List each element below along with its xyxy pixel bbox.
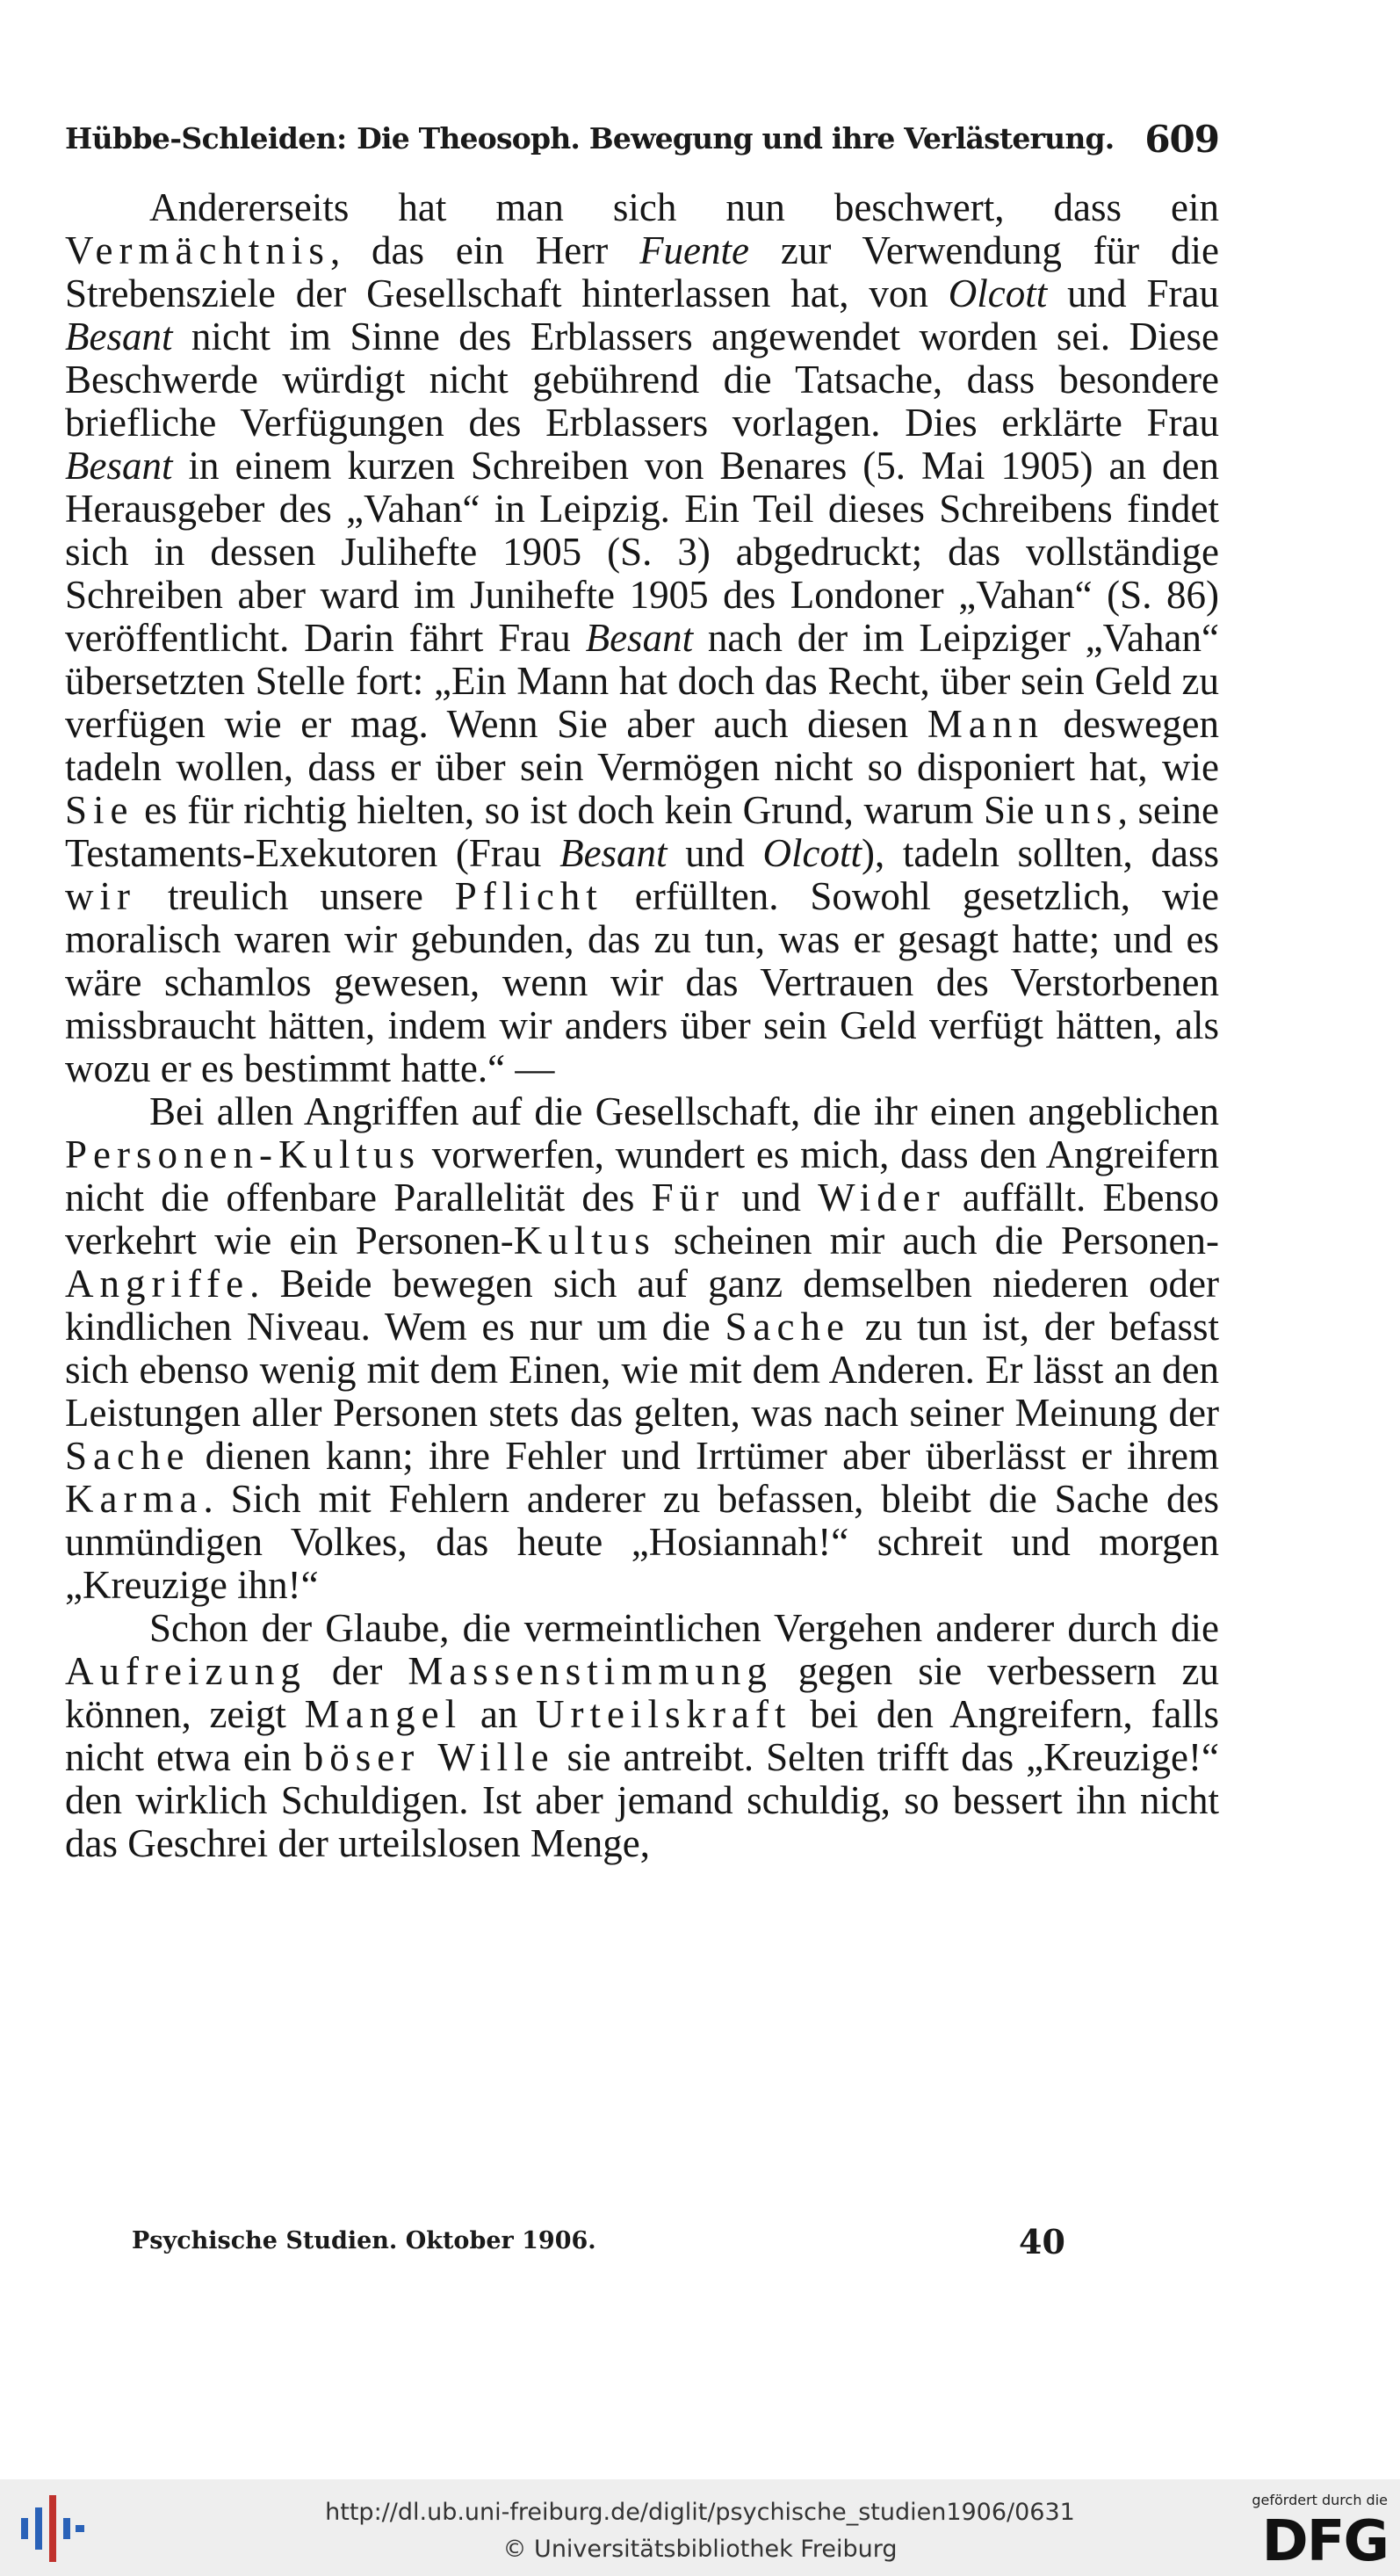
spaced-emphasis: uns xyxy=(1044,788,1118,832)
spaced-emphasis: Sache xyxy=(725,1305,850,1349)
spaced-emphasis: Vermächtnis xyxy=(65,228,330,272)
spaced-emphasis: Personen-Kultus xyxy=(65,1132,421,1176)
spaced-emphasis: Mann xyxy=(927,702,1044,746)
spaced-emphasis: Mangel xyxy=(304,1692,463,1736)
text-run: und xyxy=(725,1176,819,1219)
footer-url[interactable]: http://dl.ub.uni-freiburg.de/diglit/psychische_studien1906/0631 xyxy=(325,2499,1075,2526)
spaced-emphasis: böser Wille xyxy=(303,1735,555,1779)
spaced-emphasis: Massenstimmung xyxy=(408,1649,773,1693)
text-run: dienen kann; ihre Fehler und Irrtümer aber überlässt er ihrem xyxy=(190,1434,1219,1478)
text-run: deswegen tadeln wollen, dass er über sein Vermögen nicht so disponiert hat, wie xyxy=(65,702,1219,789)
text-run: . Beide bewegen sich auf ganz demselben niederen oder kindlichen Niveau. Wem es nur um die xyxy=(65,1262,1219,1349)
text-run: gegen sie verbessern zu können, zeigt xyxy=(65,1649,1219,1736)
spaced-emphasis: Wider xyxy=(818,1176,946,1219)
italic-name: Fuente xyxy=(639,228,749,272)
spaced-emphasis: Sache xyxy=(65,1434,191,1478)
paragraph xyxy=(65,1090,1219,1607)
body-text xyxy=(65,186,1219,1865)
text-run: treulich unsere xyxy=(136,874,455,918)
text-run: Schon der Glaube, die vermeintlichen Vergehen anderer durch die xyxy=(149,1606,1219,1650)
text-run: , das ein Herr xyxy=(329,228,640,272)
text-run: vorwerfen, wundert es mich, dass den Angreifern nicht die offenbare Parallelität des xyxy=(65,1132,1219,1219)
text-run: ), tadeln sollten, dass xyxy=(861,831,1219,875)
text-run: auffällt. Ebenso verkehrt wie ein Personen- xyxy=(65,1176,1219,1263)
italic-name: Besant xyxy=(585,616,694,660)
italic-name: Olcott xyxy=(948,271,1048,315)
text-run: sie antreibt. Selten trifft das „Kreuzige!“ den wirklich Schuldigen. Ist aber jemand schuldig, so bessert ihn nicht das Geschrei der urteilslosen Menge, xyxy=(65,1735,1219,1865)
signature-journal: Psychische Studien. xyxy=(132,2227,398,2254)
spaced-emphasis: Angriffe xyxy=(65,1262,250,1306)
text-run: nicht im Sinne des Erblassers angewendet worden sei. Diese Beschwerde würdigt nicht gebührend die Tatsache, dass besondere briefliche Verfügungen des Erblassers vorlagen. Dies erklärte Frau xyxy=(65,315,1219,445)
text-run: bei den Angreifern, falls nicht etwa ein xyxy=(65,1692,1219,1779)
header-author: Hübbe-Schleiden: xyxy=(65,121,347,156)
text-run: und xyxy=(667,831,763,875)
text-run: es für richtig hielten, so ist doch kein Grund, warum Sie xyxy=(134,788,1045,832)
text-run: erfüllten. Sowohl gesetzlich, wie moralisch waren wir gebunden, das zu tun, was er gesagt hatte; und es wäre schamlos gewesen, wenn wir das Vertrauen des Verstorbenen missbraucht hätten, indem wir anders über sein Geld verfügt hätten, als wozu er es bestimmt hatte.“ — xyxy=(65,874,1219,1090)
text-run: zu tun ist, der befasst sich ebenso wenig mit dem Einen, wie mit dem Anderen. Er lässt an den Leistungen aller Personen stets das gelten, was nach seiner Meinung der xyxy=(65,1305,1219,1435)
dfg-caption: gefördert durch die xyxy=(1252,2492,1388,2508)
spaced-emphasis: Urteilskraft xyxy=(536,1692,792,1736)
text-run: scheinen mir auch die Personen- xyxy=(655,1219,1219,1263)
italic-name: Olcott xyxy=(762,831,862,875)
footer-bar xyxy=(0,2479,1400,2576)
spaced-emphasis: Karma xyxy=(65,1477,204,1521)
spaced-emphasis: Kultus xyxy=(513,1219,656,1263)
italic-name: Besant xyxy=(65,315,173,358)
paragraph xyxy=(65,1607,1219,1865)
signature-date: Oktober 1906. xyxy=(405,2227,596,2254)
spaced-emphasis: wir xyxy=(65,874,136,918)
dfg-logo-text: DFG xyxy=(1261,2509,1388,2574)
header-title: Die Theosoph. Bewegung und ihre Verlästerung. xyxy=(357,121,1115,156)
italic-name: Besant xyxy=(559,831,668,875)
running-header xyxy=(65,118,1219,161)
spaced-emphasis: Sie xyxy=(65,788,134,832)
spaced-emphasis: Pflicht xyxy=(454,874,603,918)
text-run: zur Verwendung für die Strebensziele der Gesellschaft hinterlassen hat, von xyxy=(65,228,1219,315)
paragraph xyxy=(65,186,1219,1090)
spaced-emphasis: Für xyxy=(651,1176,725,1219)
text-run: und Frau xyxy=(1047,271,1219,315)
text-run: der xyxy=(306,1649,408,1693)
text-run: . Sich mit Fehlern anderer zu befassen, bleibt die Sache des unmündigen Volkes, das heute „Hosiannah!“ schreit und morgen „Kreuzige ihn!“ xyxy=(65,1477,1219,1607)
spaced-emphasis: Aufreizung xyxy=(65,1649,307,1693)
footer-copyright: © Universitätsbibliothek Freiburg xyxy=(502,2536,898,2563)
page-number: 609 xyxy=(1144,118,1219,161)
text-run: an xyxy=(462,1692,537,1736)
text-run: nach der im Leipziger „Vahan“ übersetzten Stelle fort: „Ein Mann hat doch das Recht, über sein Geld zu verfügen wie er mag. Wenn Sie aber auch diesen xyxy=(65,616,1219,746)
text-run: Andererseits hat man sich nun beschwert, dass ein xyxy=(149,185,1219,229)
italic-name: Besant xyxy=(65,444,173,488)
signature-number: 40 xyxy=(1019,2222,1065,2261)
text-run: Bei allen Angriffen auf die Gesellschaft, die ihr einen angeblichen xyxy=(149,1089,1219,1133)
signature-line xyxy=(132,2222,1080,2261)
text-run: , seine Testaments-Exekutoren (Frau xyxy=(65,788,1219,875)
text-run: in einem kurzen Schreiben von Benares (5. Mai 1905) an den Herausgeber des „Vahan“ in Leipzig. Ein Teil dieses Schreibens findet sich in dessen Julihefte 1905 (S. 3) abgedruckt; das vollständige Schreiben aber ward im Junihefte 1905 des Londoner „Vahan“ (S. 86) veröffentlicht. Darin fährt Frau xyxy=(65,444,1219,660)
dfg-logo xyxy=(1230,2492,1388,2574)
